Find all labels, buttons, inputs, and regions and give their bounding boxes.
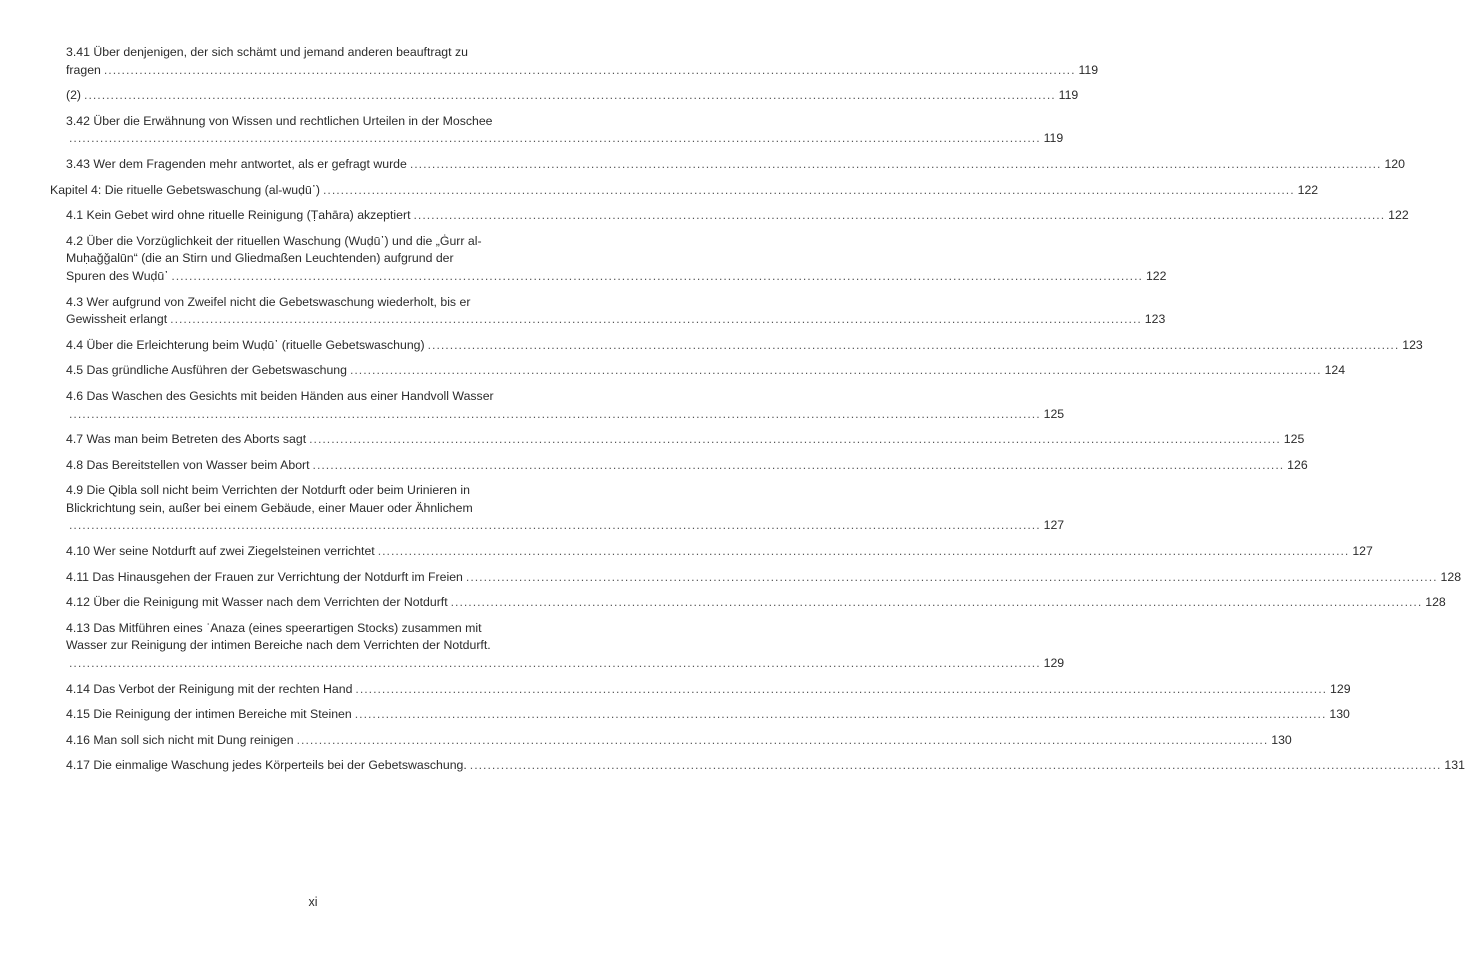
- toc-page-number: 127: [1043, 518, 1065, 533]
- toc-entry-final-line: [66, 130, 1064, 148]
- toc-page-number: 120: [1384, 156, 1405, 171]
- toc-entry-final-line: [66, 594, 1446, 612]
- toc-entry-text-line: Wasser zur Reinigung der intimen Bereiche nach dem Verrichten der Notdurft.: [66, 638, 491, 653]
- dot-leader: ............................................................................................................................................................................................................................: [469, 758, 1442, 773]
- toc-entry: [66, 294, 1166, 329]
- toc-entry-title: Kapitel 4: Die rituelle Gebetswaschung (al-wuḍū᾽): [50, 182, 320, 197]
- toc-page-number: 122: [1388, 208, 1409, 223]
- toc-entry-title: 4.11 Das Hinausgehen der Frauen zur Verrichtung der Notdurft im Freien: [66, 569, 463, 584]
- dot-leader: ............................................................................................................................................................................................................................: [465, 569, 1438, 584]
- toc-entry: [66, 156, 1405, 174]
- dot-leader: ............................................................................................................................................................................................................................: [355, 681, 1328, 696]
- toc-entry: [66, 233, 1167, 286]
- toc-page-number: 129: [1330, 681, 1351, 696]
- toc-entry-final-line: [66, 156, 1405, 174]
- toc-page-number: 119: [1058, 88, 1079, 103]
- toc-entry-title: 4.12 Über die Reinigung mit Wasser nach dem Verrichten der Notdurft: [66, 595, 448, 610]
- toc-page-number: 126: [1287, 457, 1308, 472]
- dot-leader: ............................................................................................................................................................................................................................: [69, 131, 1041, 146]
- toc-entry-final-line: [66, 732, 1292, 750]
- toc-entry-title: fragen: [66, 62, 101, 77]
- toc-entry-final-line: [66, 681, 1351, 699]
- toc-chapter-entry: [50, 182, 1319, 200]
- toc-page-number: 119: [1078, 62, 1099, 77]
- toc-entry: [66, 620, 1065, 673]
- toc-entry: [66, 594, 1446, 612]
- toc-entry: [66, 732, 1292, 750]
- toc-entry-text-line: 4.3 Wer aufgrund von Zweifel nicht die Gebetswaschung wiederholt, bis er: [66, 294, 471, 309]
- toc-page-number: 128: [1425, 595, 1446, 610]
- toc-entry-final-line: [66, 362, 1346, 380]
- dot-leader: ............................................................................................................................................................................................................................: [450, 595, 1423, 610]
- dot-leader: ............................................................................................................................................................................................................................: [427, 337, 1400, 352]
- dot-leader: ............................................................................................................................................................................................................................: [170, 312, 1142, 327]
- toc-entry: [66, 113, 1064, 148]
- toc-page-number: 122: [1145, 268, 1167, 283]
- toc-entry-final-line: [66, 655, 1065, 673]
- dot-leader: ............................................................................................................................................................................................................................: [69, 656, 1041, 671]
- toc-entry: [66, 757, 1465, 775]
- toc-page-number: 130: [1329, 707, 1350, 722]
- toc-page-number: 131: [1444, 758, 1465, 773]
- toc-entry: [66, 207, 1409, 225]
- toc-entry-title: Spuren des Wuḍū᾽: [66, 268, 169, 283]
- toc-entry: [66, 569, 1462, 587]
- toc-entry-final-line: [66, 431, 1305, 449]
- toc-entry-text-line: 3.42 Über die Erwähnung von Wissen und rechtlichen Urteilen in der Moschee: [66, 113, 493, 128]
- toc-entry-text-line: Blickrichtung sein, außer bei einem Gebäude, einer Mauer oder Ähnlichem: [66, 500, 473, 515]
- toc-entry-final-line: [66, 706, 1350, 724]
- dot-leader: ............................................................................................................................................................................................................................: [84, 88, 1056, 103]
- toc-entry: [66, 87, 1079, 105]
- toc-entry: [66, 388, 1065, 423]
- toc-entry-text-line: 4.6 Das Waschen des Gesichts mit beiden Händen aus einer Handvoll Wasser: [66, 388, 494, 403]
- toc-entry-final-line: [50, 182, 1319, 200]
- toc-entry-title: Gewissheit erlangt: [66, 312, 168, 327]
- dot-leader: ............................................................................................................................................................................................................................: [377, 544, 1350, 559]
- dot-leader: ............................................................................................................................................................................................................................: [322, 182, 1295, 197]
- toc-page-number: 119: [1043, 131, 1064, 146]
- toc-entry: [66, 482, 1065, 535]
- toc-entry-title: 4.10 Wer seine Notdurft auf zwei Ziegelsteinen verrichtet: [66, 544, 375, 559]
- toc-entry-final-line: [66, 207, 1409, 225]
- toc-entry: [66, 362, 1346, 380]
- dot-leader: ............................................................................................................................................................................................................................: [103, 62, 1076, 77]
- toc-entry-final-line: [66, 268, 1167, 286]
- toc-entry-final-line: [66, 757, 1465, 775]
- toc-entry-title: (2): [66, 88, 82, 103]
- toc-page-number: 122: [1297, 182, 1319, 197]
- toc-entry-final-line: [66, 406, 1065, 424]
- toc-entry: [66, 431, 1305, 449]
- toc-page-number: 128: [1440, 569, 1462, 584]
- toc-page-number: 125: [1043, 406, 1065, 421]
- toc-page-number: 127: [1352, 544, 1373, 559]
- toc-entry: [66, 681, 1351, 699]
- toc-entry-final-line: [66, 87, 1079, 105]
- toc-page-number: 130: [1271, 732, 1292, 747]
- toc-entry-title: 4.14 Das Verbot der Reinigung mit der rechten Hand: [66, 681, 353, 696]
- dot-leader: ............................................................................................................................................................................................................................: [354, 707, 1327, 722]
- toc-entry-title: 4.17 Die einmalige Waschung jedes Körperteils bei der Gebetswaschung.: [66, 758, 467, 773]
- toc-entry-final-line: [66, 311, 1166, 329]
- toc-page-number: 123: [1144, 312, 1166, 327]
- toc-page-number: 129: [1043, 656, 1065, 671]
- toc-page-number: 123: [1402, 337, 1423, 352]
- toc-entry-final-line: [66, 457, 1308, 475]
- dot-leader: ............................................................................................................................................................................................................................: [296, 732, 1269, 747]
- toc-page-number: 125: [1283, 432, 1305, 447]
- toc-entry: [66, 706, 1350, 724]
- dot-leader: ............................................................................................................................................................................................................................: [309, 432, 1281, 447]
- toc-entry-final-line: [66, 337, 1423, 355]
- toc-entry-title: 4.1 Kein Gebet wird ohne rituelle Reinigung (Ṭahāra) akzeptiert: [66, 208, 411, 223]
- toc-entry-text-line: Muḥaǧǧalūn“ (die an Stirn und Gliedmaßen Leuchtenden) aufgrund der: [66, 251, 454, 266]
- toc-entry-text-line: 4.9 Die Qibla soll nicht beim Verrichten der Notdurft oder beim Urinieren in: [66, 483, 470, 498]
- dot-leader: ............................................................................................................................................................................................................................: [349, 363, 1322, 378]
- toc-entry-title: 3.43 Wer dem Fragenden mehr antwortet, als er gefragt wurde: [66, 156, 407, 171]
- dot-leader: ............................................................................................................................................................................................................................: [171, 268, 1143, 283]
- toc-entry-final-line: [66, 62, 1099, 80]
- toc-entry-title: 4.4 Über die Erleichterung beim Wuḍū᾽ (rituelle Gebetswaschung): [66, 337, 425, 352]
- toc-entry: [66, 543, 1373, 561]
- dot-leader: ............................................................................................................................................................................................................................: [312, 457, 1285, 472]
- toc-entry-title: 4.8 Das Bereitstellen von Wasser beim Abort: [66, 457, 310, 472]
- table-of-contents: [0, 44, 1465, 783]
- toc-entry: [66, 457, 1308, 475]
- toc-entry-text-line: 3.41 Über denjenigen, der sich schämt und jemand anderen beauftragt zu: [66, 45, 468, 59]
- dot-leader: ............................................................................................................................................................................................................................: [69, 406, 1041, 421]
- toc-entry: [66, 337, 1423, 355]
- toc-entry-text-line: 4.13 Das Mitführen eines ʿAnaza (eines speerartigen Stocks) zusammen mit: [66, 620, 482, 635]
- toc-entry: [66, 44, 1099, 79]
- dot-leader: ............................................................................................................................................................................................................................: [409, 156, 1382, 171]
- toc-entry-text-line: 4.2 Über die Vorzüglichkeit der rituellen Waschung (Wuḍū᾽) und die „Ġurr al-: [66, 233, 482, 248]
- toc-entry-final-line: [66, 543, 1373, 561]
- toc-entry-title: 4.7 Was man beim Betreten des Aborts sagt: [66, 432, 307, 447]
- toc-entry-title: 4.16 Man soll sich nicht mit Dung reinigen: [66, 732, 294, 747]
- dot-leader: ............................................................................................................................................................................................................................: [413, 208, 1386, 223]
- page-number: xi: [308, 895, 318, 909]
- toc-entry-final-line: [66, 517, 1065, 535]
- toc-page-number: 124: [1324, 363, 1346, 378]
- dot-leader: ............................................................................................................................................................................................................................: [69, 518, 1041, 533]
- toc-entry-title: 4.15 Die Reinigung der intimen Bereiche mit Steinen: [66, 707, 352, 722]
- toc-entry-title: 4.5 Das gründliche Ausführen der Gebetswaschung: [66, 363, 347, 378]
- toc-entry-final-line: [66, 569, 1462, 587]
